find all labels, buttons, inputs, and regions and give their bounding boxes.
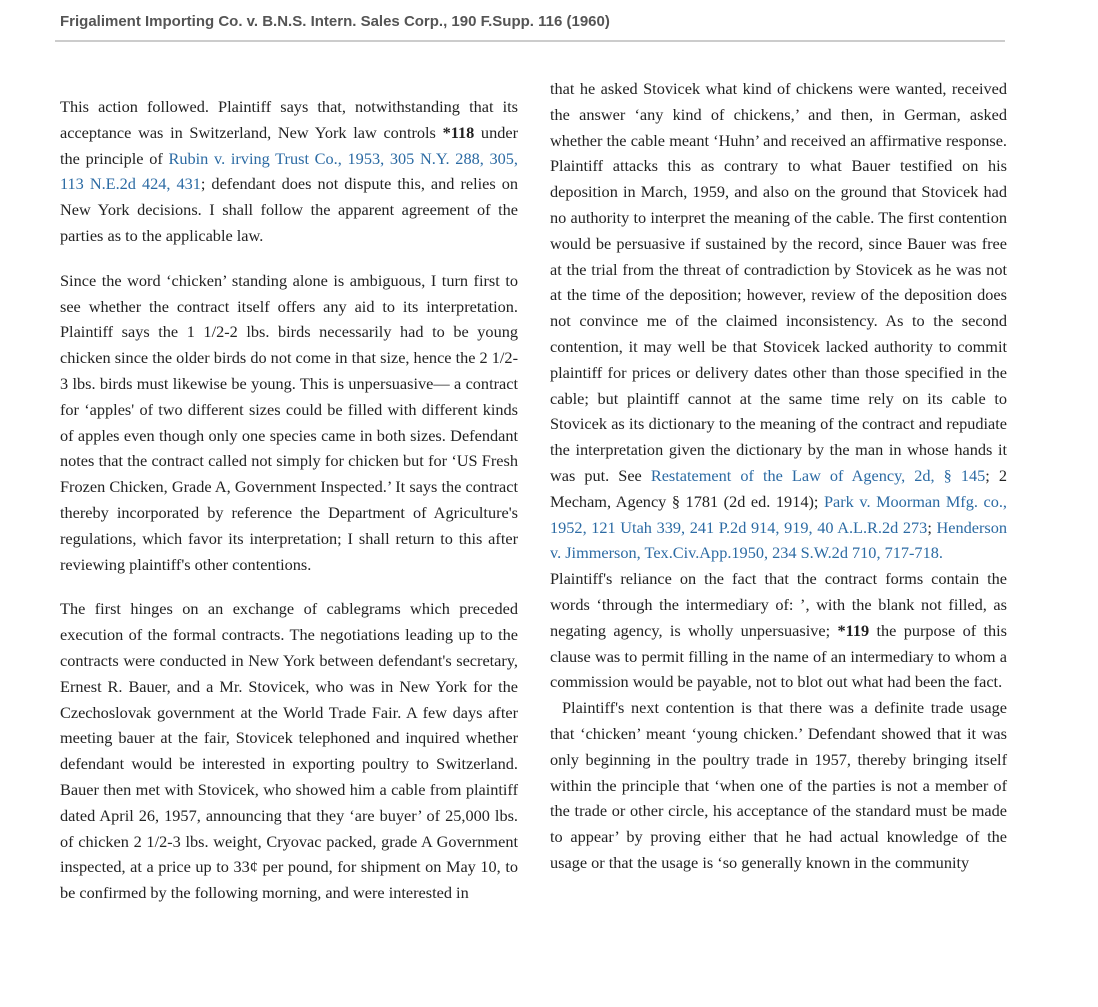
body-text: that he asked Stovicek what kind of chickens were wanted, received the answer ‘any kind of chickens,’ and then, in German, asked whether the cable meant ‘Huhn’ and received an affirmative response. Plaintiff attacks this as contrary to what Bauer testified on his deposition in March, 1959, and also on the ground that Stovicek had no authority to interpret the meaning of the cable. The first contention would be persuasive if sustained by the record, since Bauer was free at the trial from the threat of contradiction by Stovicek as he was not at the time of the deposition; however, review of the deposition does not convince me of the claimed inconsistency. As to the second contention, it may well be that Stovicek lacked authority to commit plaintiff for prices or delivery dates other than those specified in the cable; but plaintiff cannot at the same time rely on its cable to Stovicek as its dictionary to the meaning of the contract and repudiate the interpretation given the dictionary by the man in whose hands it was put. See xyxy=(550,79,1007,485)
body-text: Plaintiff's next contention is that there was a definite trade usage that ‘chicken’ meant ‘young chicken.’ Defendant showed that it was only beginning in the poultry trade in 1957, thereby bringing itself within the principle that ‘when one of the parties is not a member of the trade or other circle, his acceptance of the standard must be made to appear’ by proving either that he had actual knowledge of the usage or that the usage is ‘so generally known in the community xyxy=(550,698,1007,872)
body-text: The first hinges on an exchange of cablegrams which preceded execution of the formal contracts. The negotiations leading up to the contracts were conducted in New York between defendant's secretary, Ernest R. Bauer, and a Mr. Stovicek, who was in New York for the Czechoslovak government at the World Trade Fair. A few days after meeting bauer at the fair, Stovicek telephoned and inquired whether defendant would be interested in exporting poultry to Switzerland. Bauer then met with Stovicek, who showed him a cable from plaintiff dated April 26, 1957, announcing that they ‘are buyer’ of 25,000 lbs. of chicken 2 1/2-3 lbs. weight, Cryovac packed, grade A Government inspected, at a price up to 33¢ per pound, for shipment on May 10, to be confirmed by the following morning, and were interested in xyxy=(60,599,518,903)
citation-link[interactable]: Park v. Moorman Mfg. co., 1952, 121 Utah 339, 241 P.2d 914, 919, 40 A.L.R.2d 273 xyxy=(550,491,1007,537)
page-marker: *119 xyxy=(837,620,870,640)
paragraph xyxy=(550,76,1007,566)
body-text: ; xyxy=(927,517,937,537)
citation-link[interactable]: Restatement of the Law of Agency, 2d, § 145 xyxy=(650,465,986,485)
body-text: ; 2 Mecham, Agency § 1781 (2d ed. 1914); xyxy=(550,465,1007,511)
body-text: Since the word ‘chicken’ standing alone is ambiguous, I turn first to see whether the contract itself offers any aid to its interpretation. Plaintiff says the 1 1/2-2 lbs. birds necessarily had to be young chicken since the older birds do not come in that size, hence the 2 1/2-3 lbs. birds must likewise be young. This is unpersuasive— a contract for ‘apples' of two different sizes could be filled with different kinds of apples even though only one species came in both sizes. Defendant notes that the contract called not simply for chicken but for ‘US Fresh Frozen Chicken, Grade A, Government Inspected.’ It says the contract thereby incorporated by reference the Department of Agriculture's regulations, which favor its interpretation; I shall return to this after reviewing plaintiff's other contentions. xyxy=(60,270,518,574)
citation-link[interactable]: Rubin v. irving Trust Co., 1953, 305 N.Y. 288, 305, 113 N.E.2d 424, 431 xyxy=(60,148,518,194)
case-title: Frigaliment Importing Co. v. B.N.S. Intern. Sales Corp., 190 F.Supp. 116 (1960) xyxy=(60,13,610,30)
left-column xyxy=(60,94,518,925)
body-text: ; defendant does not dispute this, and relies on New York decisions. I shall follow the apparent agreement of the parties as to the applicable law. xyxy=(60,174,518,245)
body-text: Plaintiff's reliance on the fact that the contract forms contain the words ‘through the intermediary of: ’, with the blank not filled, as negating agency, is wholly unpersuasive; xyxy=(550,569,1007,640)
page-marker: *118 xyxy=(442,122,475,142)
paragraph xyxy=(550,695,1007,876)
body-text: the purpose of this clause was to permit filling in the name of an intermediary to whom a commission would be payable, not to blot out what had been the fact. xyxy=(550,620,1008,692)
body-text: This action followed. Plaintiff says that, notwithstanding that its acceptance was in Switzerland, New York law controls xyxy=(60,97,518,142)
header-divider xyxy=(55,40,1005,42)
right-column xyxy=(550,76,1007,876)
paragraph xyxy=(60,596,518,906)
paragraph xyxy=(550,566,1007,695)
paragraph xyxy=(60,268,518,578)
paragraph xyxy=(60,94,518,249)
citation-link[interactable]: Henderson v. Jimmerson, Tex.Civ.App.1950, 234 S.W.2d 710, 717-718. xyxy=(550,517,1007,563)
body-text: under the principle of xyxy=(60,122,518,168)
